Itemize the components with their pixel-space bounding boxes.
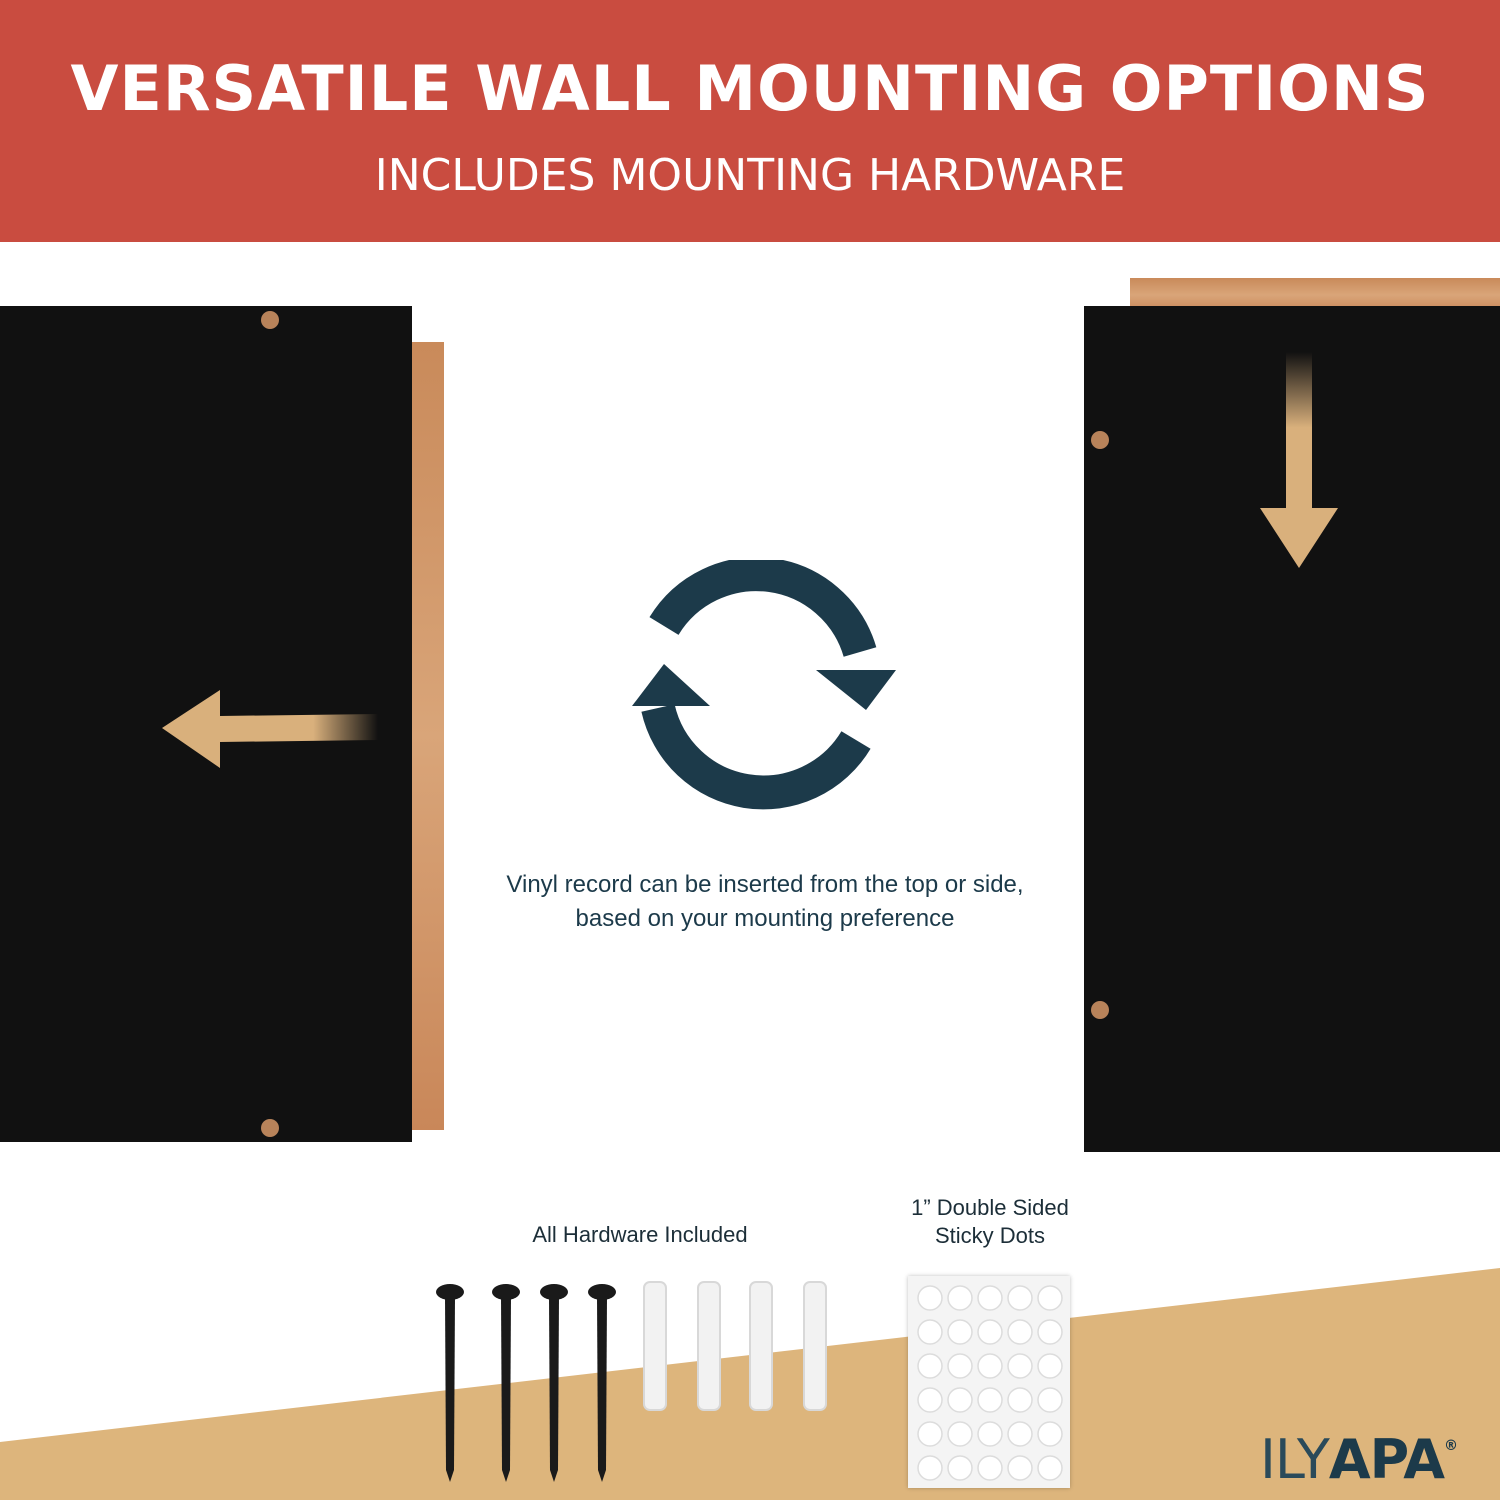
rotate-arrows-icon [620,560,910,820]
arrow-left-icon [160,686,380,776]
page-title: VERSATILE WALL MOUNTING OPTIONS [70,52,1430,125]
brand-name-bold: APA [1328,1428,1445,1491]
arrow-down-icon [1254,352,1344,572]
sticky-dots-sheet [908,1276,1070,1488]
sticky-dots-label-line-1: 1” Double Sided [911,1195,1069,1220]
screw-icon [436,1284,616,1482]
hardware-label: All Hardware Included [532,1222,748,1247]
description-line-2: based on your mounting preference [575,905,955,932]
record-sleeve-side [410,342,444,1130]
sticky-dot-icons [908,1276,1070,1488]
description-line-1: Vinyl record can be inserted from the top or side, [506,871,1024,898]
header-banner [0,0,1500,242]
registered-mark: ® [1444,1438,1458,1454]
brand-logo [1260,1428,1457,1491]
sticky-dots-label-line-2: Sticky Dots [934,1223,1046,1248]
wall-anchor-icon [644,1282,826,1410]
page-subtitle: INCLUDES MOUNTING HARDWARE [374,150,1126,201]
sticky-dots-label [880,1194,1100,1250]
hardware-set [420,1270,840,1490]
brand-name-light: ILY [1260,1428,1329,1491]
mounting-description [430,868,1100,936]
